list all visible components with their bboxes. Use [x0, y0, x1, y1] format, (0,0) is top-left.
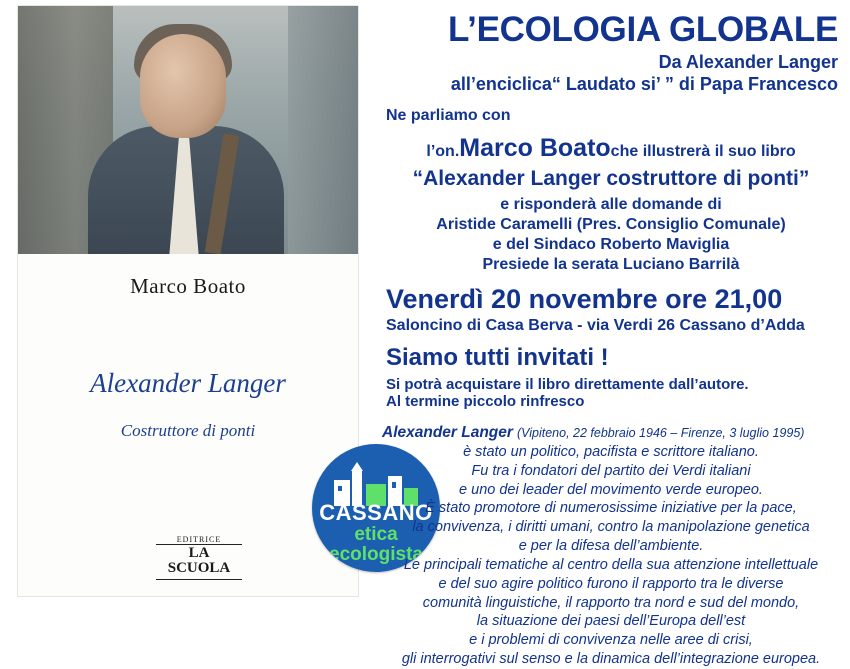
bio-heading: [382, 423, 840, 443]
bio-line: e uno dei leader del movimento verde europeo.: [459, 481, 763, 498]
publisher-logo: [156, 535, 242, 581]
note-book-purchase: Si potrà acquistare il libro direttamente dall’autore.: [386, 375, 749, 393]
speaker-suffix: che illustrerà il suo libro: [610, 142, 796, 160]
photo-person-head: [140, 34, 226, 138]
bio-life-dates: (Vipiteno, 22 febbraio 1946 – Firenze, 3 luglio 1995): [516, 425, 805, 440]
book-subtitle: Costruttore di ponti: [120, 421, 256, 440]
book-author: Marco Boato: [130, 274, 246, 298]
qa-person-2: e del Sindaco Roberto Maviglia: [492, 235, 730, 253]
biography-block: [378, 410, 844, 669]
invitation-line: Siamo tutti invitati !: [386, 343, 609, 371]
event-datetime: Venerdì 20 novembre ore 21,00: [386, 283, 783, 314]
bio-line: È stato promotore di numerosissime iniziative per la pace,: [425, 500, 797, 517]
poster-subheadline-1: Da Alexander Langer: [658, 51, 838, 72]
publisher-name: LA SCUOLA: [156, 544, 242, 581]
bio-line: e per la difesa dell’ambiente.: [518, 538, 704, 555]
logo-line-cassano: CASSANO: [319, 500, 433, 525]
bio-line: Le principali tematiche al centro della sua attenzione intellettuale: [403, 556, 819, 573]
poster-subheadline-2: all’enciclica“ Laudato si’ ” di Papa Francesco: [450, 73, 838, 94]
bio-name: Alexander Langer: [382, 423, 513, 441]
bio-line: e del suo agire politico furono il rapporto tra le diverse: [438, 575, 784, 592]
book-cover: [18, 6, 358, 596]
qa-intro: e risponderà alle domande di: [500, 195, 722, 213]
bio-line: è stato un politico, pacifista e scrittore italiano.: [463, 443, 759, 460]
qa-person-1: Aristide Caramelli (Pres. Consiglio Comunale): [436, 215, 786, 233]
poster-text-block: [378, 0, 844, 668]
speaker-line: [378, 125, 844, 163]
note-refreshment: Al termine piccolo rinfresco: [386, 392, 585, 410]
publisher-label: EDITRICE: [176, 534, 222, 544]
bio-line: la situazione dei paesi dell’Europa dell’est: [476, 613, 746, 630]
photo-panel: [288, 6, 358, 254]
speaker-name: Marco Boato: [459, 133, 611, 162]
logo-line-ecologista: ecologista: [329, 544, 423, 565]
bio-line: comunità linguistiche, il rapporto tra nord e sud del mondo,: [422, 594, 800, 611]
logo-line-etica: etica: [354, 524, 398, 545]
intro-line: Ne parliamo con: [386, 106, 511, 124]
bio-line: Fu tra i fondatori del partito dei Verdi italiani: [471, 462, 751, 479]
poster-headline: L’ECOLOGIA GLOBALE: [448, 10, 838, 49]
bio-line: la convivenza, i diritti umani, contro la manipolazione genetica: [412, 519, 810, 536]
bio-line: e i problemi di convivenza nelle aree di crisi,: [469, 632, 753, 649]
bio-line: gli interrogativi sul senso e la dinamica dell’integrazione europea.: [401, 651, 821, 668]
book-title: Alexander Langer: [90, 368, 286, 398]
moderator: Presiede la serata Luciano Barrilà: [482, 255, 740, 273]
author-photo: [18, 6, 358, 254]
book-title-quoted: “Alexander Langer costruttore di ponti”: [412, 166, 810, 190]
event-venue: Saloncino di Casa Berva - via Verdi 26 Cassano d’Adda: [386, 316, 805, 334]
speaker-prefix: l’on.: [426, 142, 460, 160]
